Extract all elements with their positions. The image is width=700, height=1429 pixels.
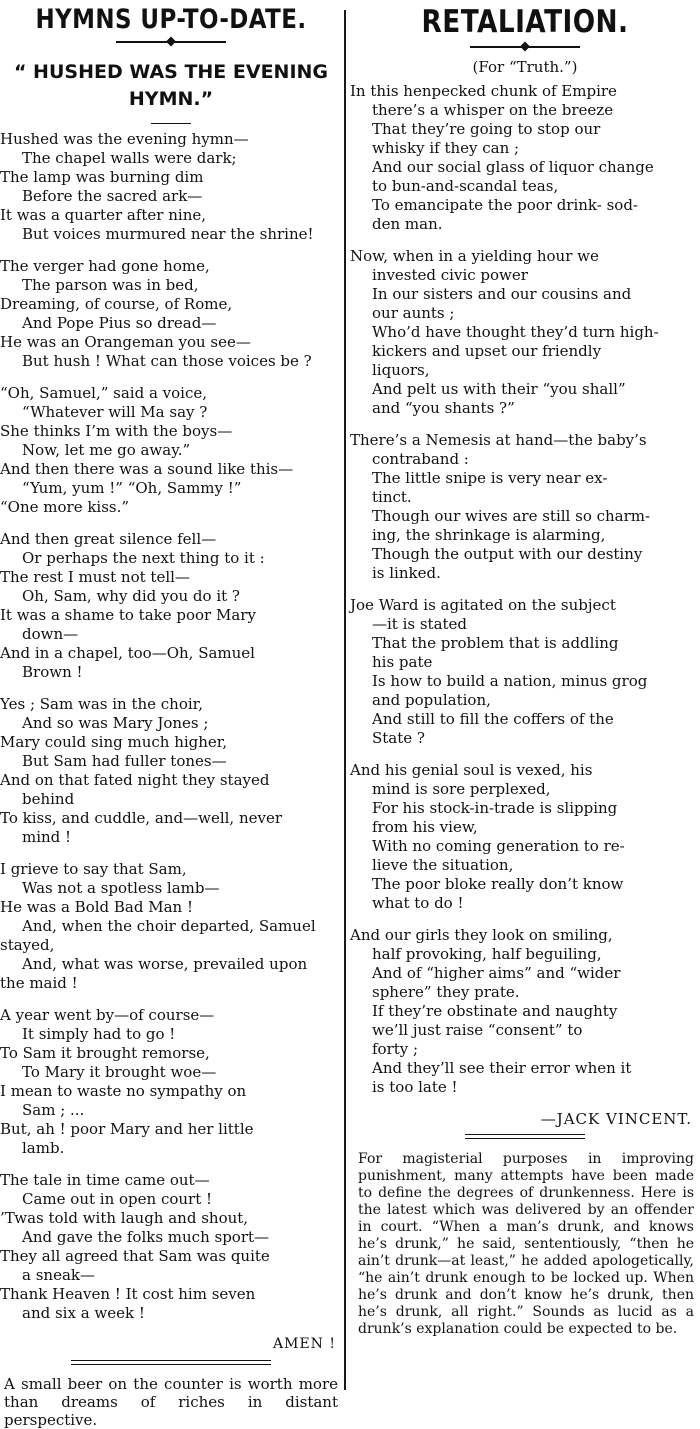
stanza — [0, 257, 342, 371]
poem-line: Though our wives are still so charm- — [372, 507, 651, 525]
poem-line: mind is sore perplexed, — [372, 780, 551, 798]
poem-line: Sam ; ... — [22, 1101, 85, 1119]
stanza — [350, 761, 700, 913]
poem-line: The chapel walls were dark; — [22, 149, 237, 167]
poem-line: It simply had to go ! — [22, 1025, 176, 1043]
poem-line: It was a quarter after nine, — [0, 206, 207, 224]
stanza — [0, 1171, 342, 1323]
poem-line: She thinks I’m with the boys— — [0, 422, 233, 440]
stanza — [0, 384, 342, 517]
poem-line: “Yum, yum !” “Oh, Sammy !” — [22, 479, 242, 497]
stanza — [350, 82, 700, 234]
poem-line: But voices murmured near the shrine! — [22, 225, 314, 243]
poem-line: And our girls they look on smiling, — [350, 926, 613, 944]
poem-line: Now, when in a yielding hour we — [350, 247, 599, 265]
poem-line: Who’d have thought they’d turn high- — [372, 323, 659, 341]
poem-line: And, what was worse, prevailed upon — [22, 955, 308, 973]
poem-line: And his genial soul is vexed, his — [350, 761, 593, 779]
column-divider — [344, 10, 346, 1390]
poem-line: down— — [22, 625, 79, 643]
poem-line: And, when the choir departed, Samuel — [22, 917, 316, 935]
poem-line: our aunts ; — [372, 304, 455, 322]
stanza — [0, 860, 342, 993]
poem-line: we’ll just raise “consent” to — [372, 1021, 583, 1039]
poem-line: Was not a spotless lamb— — [22, 879, 220, 897]
poem-line: To kiss, and cuddle, and—well, never — [0, 809, 283, 827]
poem-line: is linked. — [372, 564, 441, 582]
poem-line: The little snipe is very near ex- — [372, 469, 608, 487]
stanza — [350, 247, 700, 418]
poem-line: Brown ! — [22, 663, 83, 681]
poem-line: And in a chapel, too—Oh, Samuel — [0, 644, 255, 662]
stanza — [350, 596, 700, 748]
poem-line: whisky if they can ; — [372, 139, 520, 157]
poem-line: a sneak— — [22, 1266, 95, 1284]
end-rule — [465, 1134, 585, 1139]
poem-line: ’Twas told with laugh and shout, — [0, 1209, 249, 1227]
poem-line: Though the output with our destiny — [372, 545, 643, 563]
title-rule — [151, 123, 191, 124]
poem-line: The poor bloke really don’t know — [372, 875, 624, 893]
poem-line: and “you shants ?” — [372, 399, 515, 417]
poem-line: mind ! — [22, 828, 72, 846]
stanza — [0, 130, 342, 244]
poem-line: “Oh, Samuel,” said a voice, — [0, 384, 208, 402]
stanza — [0, 530, 342, 682]
poem-line: is too late ! — [372, 1078, 458, 1096]
poem-line: That they’re going to stop our — [372, 120, 601, 138]
poem-line: To emancipate the poor drink- sod- — [372, 196, 638, 214]
poem-line: Dreaming, of course, of Rome, — [0, 295, 233, 313]
closing-paragraph: A small beer on the counter is worth more than dreams of riches in distant perspective. — [4, 1375, 338, 1429]
poem-line: Came out in open court ! — [22, 1190, 213, 1208]
poem-line: what to do ! — [372, 894, 464, 912]
poem-line: Oh, Sam, why did you do it ? — [22, 587, 240, 605]
poem-line: But hush ! What can those voices be ? — [22, 352, 312, 370]
poem-line: But, ah ! poor Mary and her little — [0, 1120, 254, 1138]
poem-line: To Sam it brought remorse, — [0, 1044, 210, 1062]
poem-line: There’s a Nemesis at hand—the baby’s — [350, 431, 647, 449]
poem-line: ing, the shrinkage is alarming, — [372, 526, 606, 544]
poem-line: It was a shame to take poor Mary — [0, 606, 256, 624]
end-rule — [71, 1360, 271, 1365]
stanza — [350, 431, 700, 583]
credit-line: (For “Truth.”) — [472, 58, 578, 76]
amen-signoff: AMEN ! — [273, 1336, 336, 1352]
poem-line: And then great silence fell— — [0, 530, 217, 548]
stanza — [0, 1006, 342, 1158]
poem-line: The lamp was burning dim — [0, 168, 204, 186]
anecdote-paragraph: For magisterial purposes in improving punishment, many attempts have been made to define the degrees of drunkenness. Here is the latest which was delivered by an offender in court. “When a man’s drunk, and knows he’s drunk,” he said, sententiously, “then he ain’t drunk—at least,” he added apologetically, “he ain’t drunk enough to be locked up. When he’s drunk and don’t know he’s drunk, then he’s drunk, all right.” Sounds as lucid as a drunk’s explanation could be expected to be. — [358, 1151, 694, 1337]
poem-line: from his view, — [372, 818, 478, 836]
poem-line: Before the sacred ark— — [22, 187, 203, 205]
retaliation-poem — [350, 82, 700, 1097]
poem-line: In this henpecked chunk of Empire — [350, 82, 617, 100]
poem-line: The verger had gone home, — [0, 257, 210, 275]
heading-rule — [470, 46, 580, 48]
poem-line: Now, let me go away.” — [22, 441, 191, 459]
poem-line: his pate — [372, 653, 433, 671]
poem-line: And Pope Pius so dread— — [22, 314, 217, 332]
poem-line: And then there was a sound like this— — [0, 460, 294, 478]
poem-line: lamb. — [22, 1139, 65, 1157]
poem-line: He was a Bold Bad Man ! — [0, 898, 194, 916]
poem-line: to bun-and-scandal teas, — [372, 177, 559, 195]
poem-line: For his stock-in-trade is slipping — [372, 799, 618, 817]
poem-line: And pelt us with their “you shall” — [372, 380, 626, 398]
heading-rule — [116, 41, 226, 43]
poem-line: —it is stated — [372, 615, 468, 633]
poem-line: and six a week ! — [22, 1304, 145, 1322]
poem-line: That the problem that is addling — [372, 634, 619, 652]
poem-line: den man. — [372, 215, 443, 233]
poem-line: forty ; — [372, 1040, 419, 1058]
poem-line: lieve the situation, — [372, 856, 514, 874]
poem-line: Mary could sing much higher, — [0, 733, 228, 751]
retaliation-heading: RETALIATION. — [421, 4, 629, 40]
poem-line: Hushed was the evening hymn— — [0, 130, 249, 148]
poem-line: But Sam had fuller tones— — [22, 752, 227, 770]
poem-line: And so was Mary Jones ; — [22, 714, 209, 732]
poem-line: tinct. — [372, 488, 412, 506]
hymns-heading: HYMNS UP-TO-DATE. — [35, 4, 307, 35]
poem-line: the maid ! — [0, 974, 78, 992]
author-signature: —JACK VINCENT. — [540, 1110, 692, 1128]
stanza — [0, 695, 342, 847]
poem-line: half provoking, half beguiling, — [372, 945, 602, 963]
poem-line: And of “higher aims” and “wider — [372, 964, 621, 982]
poem-line: I grieve to say that Sam, — [0, 860, 187, 878]
poem-line: And they’ll see their error when it — [372, 1059, 632, 1077]
poem-line: “One more kiss.” — [0, 498, 130, 516]
poem-line: They all agreed that Sam was quite — [0, 1247, 270, 1265]
poem-line: Is how to build a nation, minus grog — [372, 672, 648, 690]
stanza — [350, 926, 700, 1097]
poem-line: The rest I must not tell— — [0, 568, 190, 586]
poem-line: there’s a whisper on the breeze — [372, 101, 614, 119]
poem-line: The parson was in bed, — [22, 276, 199, 294]
poem-line: State ? — [372, 729, 425, 747]
poem-line: stayed, — [0, 936, 55, 954]
poem-line: Or perhaps the next thing to it : — [22, 549, 265, 567]
poem-line: To Mary it brought woe— — [22, 1063, 217, 1081]
poem-line: behind — [22, 790, 75, 808]
poem-line: liquors, — [372, 361, 430, 379]
left-column — [0, 0, 342, 1429]
poem-line: In our sisters and our cousins and — [372, 285, 632, 303]
poem-line: A year went by—of course— — [0, 1006, 215, 1024]
poem-line: If they’re obstinate and naughty — [372, 1002, 618, 1020]
poem-line: And on that fated night they stayed — [0, 771, 270, 789]
poem-line: sphere” they prate. — [372, 983, 520, 1001]
poem-line: “Whatever will Ma say ? — [22, 403, 208, 421]
poem-line: Joe Ward is agitated on the subject — [350, 596, 616, 614]
poem-line: Yes ; Sam was in the choir, — [0, 695, 203, 713]
poem-line: contraband : — [372, 450, 469, 468]
poem-line: He was an Orangeman you see— — [0, 333, 251, 351]
poem-line: With no coming generation to re- — [372, 837, 625, 855]
hymn-poem — [0, 130, 342, 1323]
right-column — [350, 0, 700, 1338]
poem-line: Thank Heaven ! It cost him seven — [0, 1285, 256, 1303]
poem-title: “ HUSHED WAS THE EVENING HYMN.” — [13, 61, 329, 110]
poem-line: kickers and upset our friendly — [372, 342, 602, 360]
poem-line: And our social glass of liquor change — [372, 158, 654, 176]
poem-line: And gave the folks much sport— — [22, 1228, 270, 1246]
poem-line: The tale in time came out— — [0, 1171, 210, 1189]
poem-line: invested civic power — [372, 266, 528, 284]
poem-line: And still to fill the coffers of the — [372, 710, 614, 728]
poem-line: and population, — [372, 691, 491, 709]
poem-line: I mean to waste no sympathy on — [0, 1082, 247, 1100]
